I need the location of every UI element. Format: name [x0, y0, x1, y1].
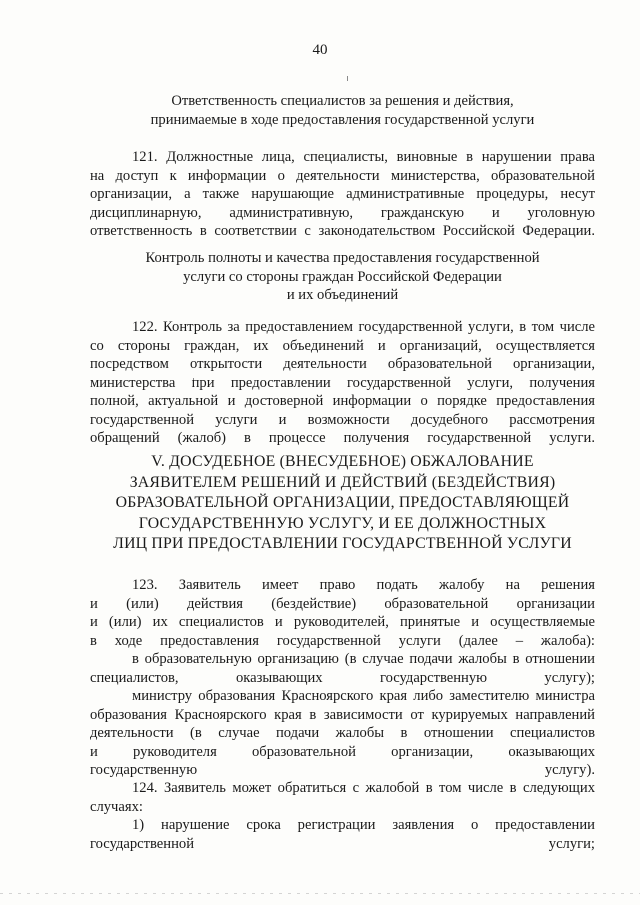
heading-control	[90, 249, 595, 305]
paragraph-line: и руководителя образовательной организации, оказывающих	[90, 743, 595, 760]
section-title-line: ОБРАЗОВАТЕЛЬНОЙ ОРГАНИЗАЦИИ, ПРЕДОСТАВЛЯЮЩЕЙ	[115, 494, 570, 511]
paragraph-line: на доступ к информации о деятельности министерства, образовательной	[90, 167, 595, 184]
heading-line: и их объединений	[286, 287, 399, 303]
paragraph-line: 122. Контроль за предоставлением государственной услуги, в том числе	[132, 319, 595, 335]
heading-line: принимаемые в ходе предоставления государственной услуги	[150, 111, 535, 128]
paragraph-line: в ходе предоставления государственной услуги (далее – жалоба):	[90, 632, 595, 649]
paragraph-123-item-school	[90, 650, 595, 687]
paragraph-line: 1) нарушение срока регистрации заявления о предоставлении	[132, 817, 595, 833]
paragraph-line: ответственность в соответствии с законодательством Российской Федерации.	[90, 223, 595, 239]
paragraph-124-item-1	[90, 816, 595, 853]
paragraph-line: 124. Заявитель может обратиться с жалобой в том числе в следующих	[132, 780, 595, 796]
heading-line: Ответственность специалистов за решения и действия,	[171, 93, 514, 109]
paragraph-line: случаях:	[90, 798, 143, 815]
section-title-line: ЗАЯВИТЕЛЕМ РЕШЕНИЙ И ДЕЙСТВИЙ (БЕЗДЕЙСТВИЯ)	[129, 473, 556, 491]
paragraph-123-item-minister	[90, 687, 595, 780]
paragraph-line: образования Красноярского края в зависимости от курируемых направлений	[90, 706, 595, 723]
section-title-line: ГОСУДАРСТВЕННУЮ УСЛУГУ, И ЕЕ ДОЛЖНОСТНЫХ	[138, 514, 547, 532]
page-number: 40	[312, 42, 328, 58]
paragraph-line: государственной услуги;	[90, 835, 595, 852]
paragraph-line: 121. Должностные лица, специалисты, виновные в нарушении права	[132, 149, 595, 165]
section-title-line: V. ДОСУДЕБНОЕ (ВНЕСУДЕБНОЕ) ОБЖАЛОВАНИЕ	[151, 453, 534, 470]
paragraph-line: специалистов, оказывающих государственную услугу);	[90, 669, 595, 686]
paragraph-line: дисциплинарную, административную, гражданскую и уголовную	[90, 204, 595, 221]
paragraph-line: со стороны граждан, их объединений и организаций, осуществляется	[90, 337, 595, 354]
scan-edge-noise	[0, 893, 640, 894]
paragraph-124	[90, 779, 595, 816]
heading-responsibility	[90, 92, 595, 129]
paragraph-line: и (или) действия (бездействие) образовательной организации	[90, 595, 595, 612]
paragraph-line: посредством открытости деятельности образовательной организации,	[90, 356, 595, 372]
paragraph-line: организации, а также нарушающие административные процедуры, несут	[90, 186, 595, 202]
paragraph-121	[90, 148, 595, 241]
paragraph-line: государственной услуги и возможности досудебного рассмотрения	[90, 411, 595, 428]
section-title-v	[90, 452, 595, 555]
section-title-line: ЛИЦ ПРИ ПРЕДОСТАВЛЕНИИ ГОСУДАРСТВЕННОЙ УСЛУГИ	[113, 535, 572, 552]
paragraph-line: государственную услугу).	[90, 762, 595, 778]
paragraph-123	[90, 576, 595, 650]
paragraph-line: деятельности (в случае подачи жалобы в отношении специалистов	[90, 725, 595, 741]
heading-line: услуги со стороны граждан Российской Федерации	[183, 268, 502, 285]
paragraph-line: министерства при предоставлении государственной услуги, получения	[90, 374, 595, 391]
paragraph-line: обращений (жалоб) в процессе получения государственной услуги.	[90, 430, 595, 446]
paragraph-line: 123. Заявитель имеет право подать жалобу на решения	[132, 577, 595, 593]
paragraph-line: и (или) их специалистов и руководителей, принятые и осуществляемые	[90, 614, 595, 630]
paragraph-line: министру образования Красноярского края либо заместителю министра	[132, 688, 595, 704]
paragraph-line: в образовательную организацию (в случае подачи жалобы в отношении	[132, 651, 595, 667]
heading-line: Контроль полноты и качества предоставления государственной	[145, 250, 540, 266]
scan-speck	[347, 76, 348, 81]
paragraph-line: полной, актуальной и достоверной информации о порядке предоставления	[90, 393, 595, 409]
paragraph-122	[90, 318, 595, 448]
